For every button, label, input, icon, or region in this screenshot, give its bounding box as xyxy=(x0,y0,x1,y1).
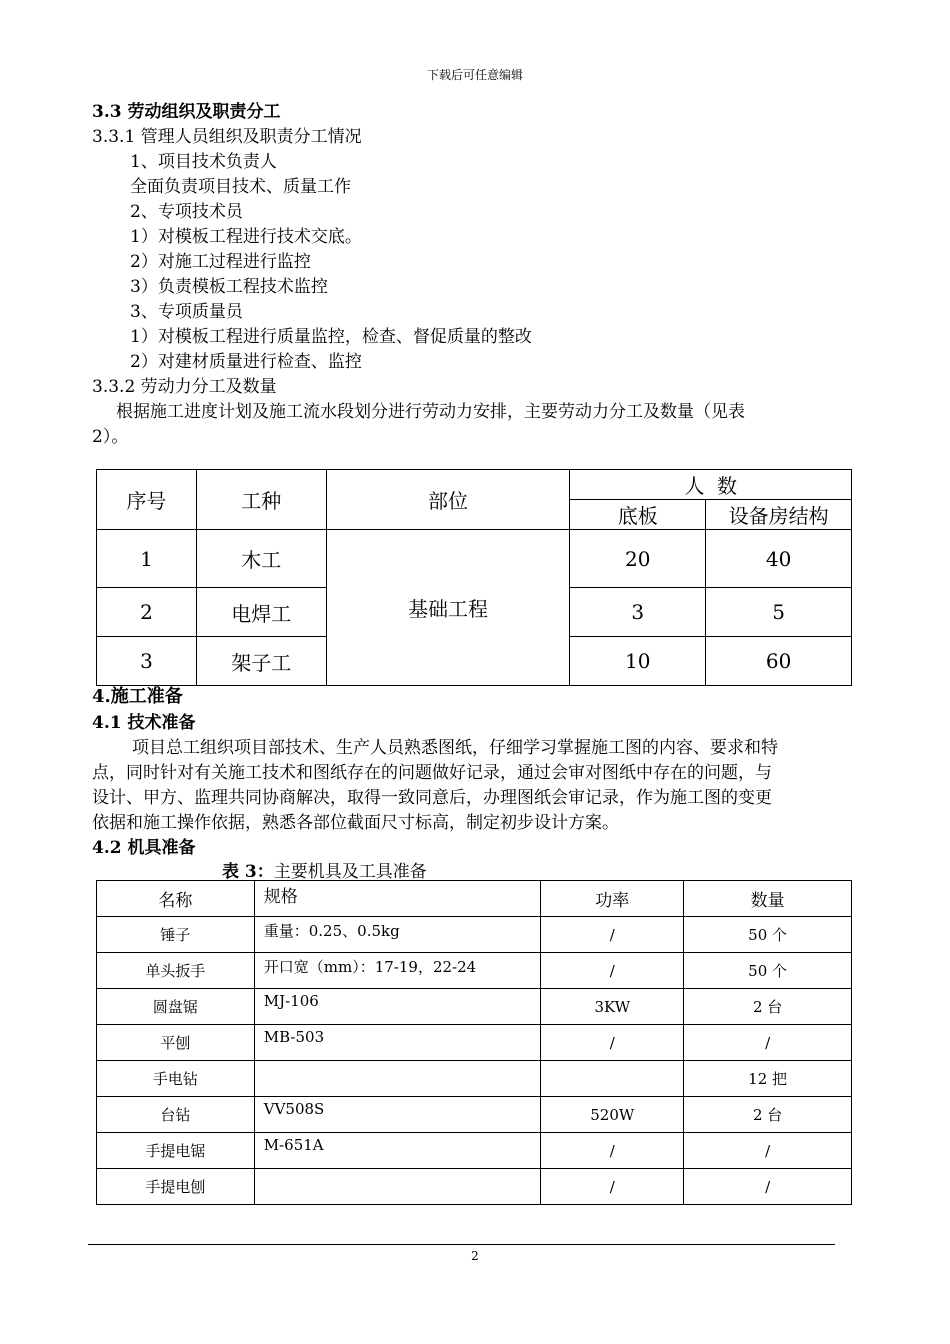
cell-spec: MB-503 xyxy=(254,1025,541,1061)
list-line: 1、项目技术负责人 xyxy=(130,152,277,172)
cell-name: 单头扳手 xyxy=(97,953,255,989)
page-number: 2 xyxy=(471,1249,479,1263)
list-line: 全面负责项目技术、质量工作 xyxy=(130,177,351,197)
list-line: 3、专项质量员 xyxy=(130,302,243,322)
cell-equip: 60 xyxy=(706,637,852,686)
header-qty: 数量 xyxy=(684,881,852,917)
cell-seq: 1 xyxy=(97,530,197,588)
section-4-1-title: 4.1 技术准备 xyxy=(92,713,196,733)
header-power: 功率 xyxy=(541,881,684,917)
header-location: 部位 xyxy=(326,470,570,530)
cell-power: / xyxy=(541,1169,684,1205)
cell-qty: / xyxy=(684,1169,852,1205)
section-4-2-title: 4.2 机具准备 xyxy=(92,838,196,858)
header-people: 人 数 xyxy=(570,470,852,500)
table-row xyxy=(97,530,852,588)
cell-qty: 50 个 xyxy=(684,953,852,989)
caption-label: 表 3： xyxy=(222,862,274,882)
cell-power: / xyxy=(541,1025,684,1061)
table-row xyxy=(97,989,852,1025)
header-equipment-room: 设备房结构 xyxy=(706,500,852,530)
list-line: 2、专项技术员 xyxy=(130,202,243,222)
cell-power xyxy=(541,1061,684,1097)
section-3-3-title: 3.3 劳动组织及职责分工 xyxy=(92,102,281,122)
cell-bottom: 3 xyxy=(570,588,706,637)
cell-name: 圆盘锯 xyxy=(97,989,255,1025)
header-trade: 工种 xyxy=(196,470,326,530)
cell-qty: 2 台 xyxy=(684,989,852,1025)
table-row xyxy=(97,1169,852,1205)
paragraph-line: 2）。 xyxy=(92,427,129,447)
cell-power: 520W xyxy=(541,1097,684,1133)
list-line: 1）对模板工程进行质量监控，检查、督促质量的整改 xyxy=(130,327,532,347)
cell-qty: 2 台 xyxy=(684,1097,852,1133)
cell-spec: 开口宽（mm）：17-19，22-24 xyxy=(254,953,541,989)
cell-spec xyxy=(254,1061,541,1097)
cell-name: 台钻 xyxy=(97,1097,255,1133)
cell-trade: 电焊工 xyxy=(196,588,326,637)
cell-qty: / xyxy=(684,1025,852,1061)
table-row xyxy=(97,1133,852,1169)
list-line: 2）对施工过程进行监控 xyxy=(130,252,311,272)
cell-power: / xyxy=(541,1133,684,1169)
table-caption xyxy=(222,857,427,882)
cell-seq: 3 xyxy=(97,637,197,686)
paragraph-line: 项目总工组织项目部技术、生产人员熟悉图纸，仔细学习掌握施工图的内容、要求和特 xyxy=(132,738,778,758)
table-row xyxy=(97,917,852,953)
cell-equip: 5 xyxy=(706,588,852,637)
list-line: 3）负责模板工程技术监控 xyxy=(130,277,328,297)
page-header: 下载后可任意编辑 xyxy=(426,68,523,82)
cell-name: 手提电锯 xyxy=(97,1133,255,1169)
cell-qty: / xyxy=(684,1133,852,1169)
cell-name: 手电钻 xyxy=(97,1061,255,1097)
cell-name: 平刨 xyxy=(97,1025,255,1061)
header-name: 名称 xyxy=(97,881,255,917)
cell-spec: VV508S xyxy=(254,1097,541,1133)
section-3-3-2-title: 3.3.2 劳动力分工及数量 xyxy=(92,377,277,397)
paragraph-line: 设计、甲方、监理共同协商解决，取得一致同意后，办理图纸会审记录，作为施工图的变更 xyxy=(92,788,772,808)
cell-power: 3KW xyxy=(541,989,684,1025)
paragraph-line: 依据和施工操作依据，熟悉各部位截面尺寸标高，制定初步设计方案。 xyxy=(92,813,619,833)
header-spec: 规格 xyxy=(254,881,541,917)
section-4-title: 4.施工准备 xyxy=(92,686,183,707)
header-bottom-slab: 底板 xyxy=(570,500,706,530)
section-3-3-1-title: 3.3.1 管理人员组织及职责分工情况 xyxy=(92,127,362,147)
cell-location: 基础工程 xyxy=(326,530,570,686)
table-row xyxy=(97,953,852,989)
paragraph-line: 根据施工进度计划及施工流水段划分进行劳动力安排，主要劳动力分工及数量（见表 xyxy=(116,402,745,422)
cell-qty: 50 个 xyxy=(684,917,852,953)
cell-name: 手提电刨 xyxy=(97,1169,255,1205)
labor-table xyxy=(96,469,852,686)
list-line: 2）对建材质量进行检查、监控 xyxy=(130,352,362,372)
cell-spec: MJ-106 xyxy=(254,989,541,1025)
list-line: 1）对模板工程进行技术交底。 xyxy=(130,227,362,247)
cell-qty: 12 把 xyxy=(684,1061,852,1097)
cell-spec: M-651A xyxy=(254,1133,541,1169)
table-row xyxy=(97,1097,852,1133)
cell-bottom: 10 xyxy=(570,637,706,686)
cell-bottom: 20 xyxy=(570,530,706,588)
cell-power: / xyxy=(541,917,684,953)
cell-spec: 重量：0.25、0.5kg xyxy=(254,917,541,953)
table-row xyxy=(97,1061,852,1097)
cell-name: 锤子 xyxy=(97,917,255,953)
cell-trade: 架子工 xyxy=(196,637,326,686)
table-row xyxy=(97,1025,852,1061)
caption-text: 主要机具及工具准备 xyxy=(273,862,427,882)
header-seq: 序号 xyxy=(97,470,197,530)
footer-divider xyxy=(88,1244,835,1245)
cell-power: / xyxy=(541,953,684,989)
tools-table xyxy=(96,880,852,1205)
cell-seq: 2 xyxy=(97,588,197,637)
paragraph-line: 点，同时针对有关施工技术和图纸存在的问题做好记录，通过会审对图纸中存在的问题，与 xyxy=(92,763,772,783)
cell-spec xyxy=(254,1169,541,1205)
cell-trade: 木工 xyxy=(196,530,326,588)
cell-equip: 40 xyxy=(706,530,852,588)
